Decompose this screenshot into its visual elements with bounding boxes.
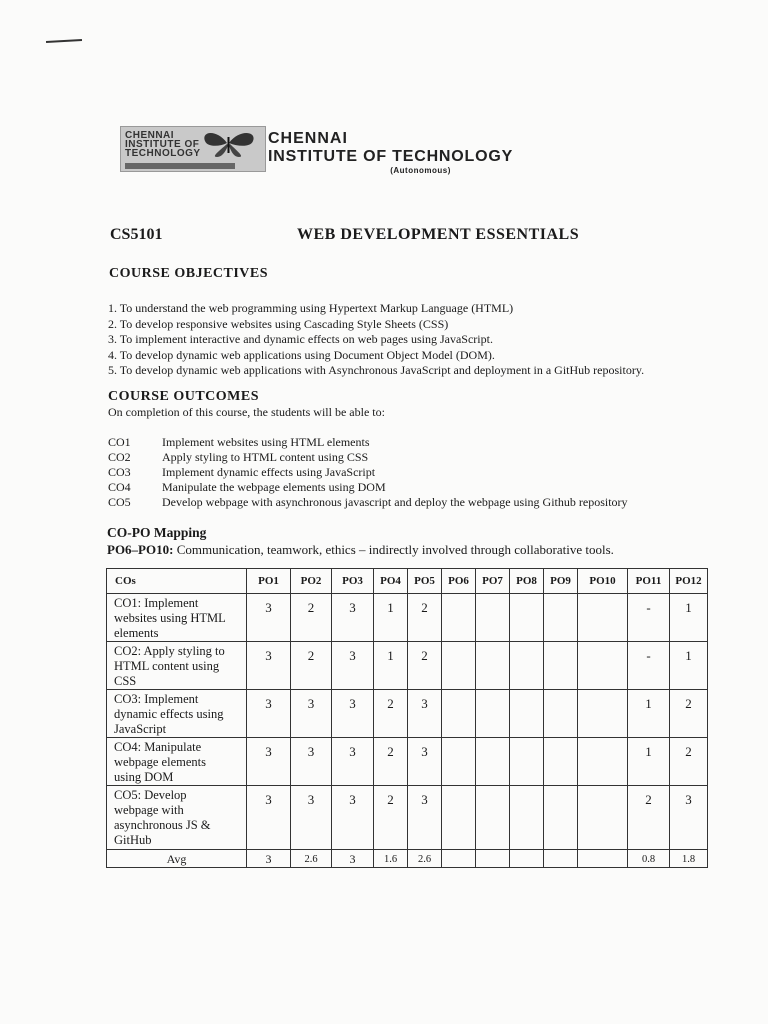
column-header-po7: PO7 (476, 569, 510, 594)
table-cell: 3 (332, 786, 374, 850)
co-name-cell (107, 690, 247, 738)
outcome-code: CO2 (108, 450, 131, 464)
table-cell: 3 (332, 738, 374, 786)
table-cell (510, 738, 544, 786)
table-cell: 2 (670, 690, 708, 738)
table-row (107, 786, 708, 850)
table-cell: 1 (670, 594, 708, 642)
table-cell: 2 (374, 786, 408, 850)
table-cell (578, 786, 628, 850)
mapping-note-text: Communication, teamwork, ethics – indirectly involved through collaborative tools. (173, 542, 614, 557)
objective-item: 1. To understand the web programming using Hypertext Markup Language (HTML) (108, 301, 514, 315)
avg-cell: 2.6 (291, 850, 332, 868)
column-header-cos: COs (107, 569, 247, 594)
co-name-line: CO1: Implement (114, 596, 199, 610)
outcome-item (108, 465, 628, 480)
table-cell: 3 (247, 690, 291, 738)
objective-item: 4. To develop dynamic web applications using Document Object Model (DOM). (108, 347, 495, 362)
table-cell: - (628, 594, 670, 642)
co-name-line: HTML content using (114, 659, 220, 673)
co-name-line: dynamic effects using (114, 707, 224, 721)
co-name-line: GitHub (114, 833, 152, 847)
table-cell (442, 738, 476, 786)
outcomes-intro: On completion of this course, the students will be able to: (108, 405, 385, 419)
table-cell (442, 594, 476, 642)
avg-cell: 1.8 (670, 850, 708, 868)
table-cell: 3 (670, 786, 708, 850)
avg-cell (510, 850, 544, 868)
table-row (107, 642, 708, 690)
co-name-line: JavaScript (114, 722, 167, 736)
institute-name-line-1: CHENNAI (268, 130, 348, 147)
table-cell: 1 (628, 690, 670, 738)
table-cell (476, 738, 510, 786)
pen-mark (46, 39, 82, 43)
avg-row (107, 850, 708, 868)
table-cell: 2 (670, 738, 708, 786)
table-cell: 3 (332, 690, 374, 738)
table-cell (476, 642, 510, 690)
co-name-cell (107, 642, 247, 690)
outcome-text: Apply styling to HTML content using CSS (162, 450, 369, 464)
table-cell: 3 (247, 642, 291, 690)
table-cell (476, 690, 510, 738)
co-name-line: webpage with (114, 803, 184, 817)
table-cell (578, 738, 628, 786)
table-cell (476, 786, 510, 850)
table-cell: 3 (408, 786, 442, 850)
table-cell: 3 (332, 594, 374, 642)
avg-cell: 1.6 (374, 850, 408, 868)
mapping-note (107, 542, 614, 558)
table-row (107, 594, 708, 642)
table-cell: 2 (291, 642, 332, 690)
butterfly-icon (197, 129, 261, 159)
co-name-line: CO4: Manipulate (114, 740, 202, 754)
institute-autonomous: (Autonomous) (390, 166, 451, 175)
column-header-po4: PO4 (374, 569, 408, 594)
objective-item: 5. To develop dynamic web applications with Asynchronous JavaScript and deployment in a GitHub repository. (108, 363, 645, 377)
co-name-cell (107, 738, 247, 786)
course-code: CS5101 (110, 226, 163, 243)
column-header-po6: PO6 (442, 569, 476, 594)
table-header-row (107, 569, 708, 594)
table-cell: 1 (628, 738, 670, 786)
outcome-code: CO3 (108, 465, 131, 479)
objectives-heading: COURSE OBJECTIVES (109, 266, 269, 281)
table-cell (442, 786, 476, 850)
outcomes-heading: COURSE OUTCOMES (108, 389, 260, 404)
outcome-code: CO5 (108, 495, 131, 509)
table-cell (544, 786, 578, 850)
outcome-item (108, 495, 628, 510)
table-cell (510, 594, 544, 642)
objectives-list (108, 301, 644, 379)
table-cell (544, 738, 578, 786)
logo-line-2: INSTITUTE OF (125, 139, 200, 150)
co-name-line: CO2: Apply styling to (114, 644, 225, 658)
table-cell (510, 690, 544, 738)
mapping-heading: CO-PO Mapping (107, 525, 207, 540)
mapping-note-label: PO6–PO10: (107, 542, 174, 557)
column-header-po12: PO12 (670, 569, 708, 594)
co-name-line: asynchronous JS & (114, 818, 211, 832)
avg-cell (544, 850, 578, 868)
table-cell: 3 (247, 594, 291, 642)
table-row (107, 690, 708, 738)
table-cell (510, 786, 544, 850)
avg-label: Avg (107, 850, 247, 868)
table-cell: 1 (670, 642, 708, 690)
table-cell (544, 594, 578, 642)
logo-line-1: CHENNAI (125, 130, 175, 141)
logo-strip (125, 163, 235, 169)
co-po-table (106, 568, 708, 868)
avg-cell: 3 (247, 850, 291, 868)
table-cell: 3 (291, 690, 332, 738)
outcome-item (108, 450, 628, 465)
outcomes-list (108, 435, 628, 510)
column-header-po2: PO2 (291, 569, 332, 594)
table-cell (510, 642, 544, 690)
table-cell (544, 642, 578, 690)
table-cell: 2 (408, 642, 442, 690)
table-cell (476, 594, 510, 642)
outcome-text: Develop webpage with asynchronous javascript and deploy the webpage using Github repository (162, 495, 628, 509)
avg-cell: 0.8 (628, 850, 670, 868)
table-cell (442, 642, 476, 690)
table-cell: 1 (374, 642, 408, 690)
table-cell: 1 (374, 594, 408, 642)
course-title: WEB DEVELOPMENT ESSENTIALS (297, 226, 580, 243)
column-header-po11: PO11 (628, 569, 670, 594)
avg-cell: 3 (332, 850, 374, 868)
table-cell: 2 (628, 786, 670, 850)
co-name-cell (107, 594, 247, 642)
column-header-po1: PO1 (247, 569, 291, 594)
outcome-code: CO4 (108, 480, 131, 494)
co-name-line: CO3: Implement (114, 692, 199, 706)
table-cell: 3 (332, 642, 374, 690)
outcome-item (108, 480, 628, 495)
table-cell (578, 690, 628, 738)
column-header-po5: PO5 (408, 569, 442, 594)
avg-cell (442, 850, 476, 868)
co-name-line: CO5: Develop (114, 788, 187, 802)
table-cell: 3 (291, 786, 332, 850)
table-cell (442, 690, 476, 738)
institute-name-line-2: INSTITUTE OF TECHNOLOGY (268, 148, 514, 165)
table-cell: - (628, 642, 670, 690)
co-name-line: websites using HTML (114, 611, 226, 625)
column-header-po9: PO9 (544, 569, 578, 594)
table-cell: 3 (247, 738, 291, 786)
table-cell (544, 690, 578, 738)
co-name-line: elements (114, 626, 159, 640)
table-cell: 3 (408, 738, 442, 786)
table-cell: 3 (408, 690, 442, 738)
table-cell: 2 (291, 594, 332, 642)
table-cell: 2 (374, 738, 408, 786)
co-name-cell (107, 786, 247, 850)
outcome-text: Manipulate the webpage elements using DOM (162, 480, 386, 494)
logo-line-3: TECHNOLOGY (125, 148, 201, 159)
avg-cell (476, 850, 510, 868)
institute-name (268, 130, 513, 175)
table-cell (578, 642, 628, 690)
outcome-text: Implement websites using HTML elements (162, 435, 370, 449)
column-header-po3: PO3 (332, 569, 374, 594)
table-cell: 3 (247, 786, 291, 850)
outcome-code: CO1 (108, 435, 131, 449)
table-row (107, 738, 708, 786)
objective-item: 2. To develop responsive websites using Cascading Style Sheets (CSS) (108, 316, 449, 331)
outcome-text: Implement dynamic effects using JavaScript (162, 465, 376, 479)
column-header-po8: PO8 (510, 569, 544, 594)
table-cell: 3 (291, 738, 332, 786)
avg-cell (578, 850, 628, 868)
co-name-line: webpage elements (114, 755, 206, 769)
co-name-line: using DOM (114, 770, 174, 784)
co-name-line: CSS (114, 674, 137, 688)
column-header-po10: PO10 (578, 569, 628, 594)
table-cell: 2 (374, 690, 408, 738)
avg-cell: 2.6 (408, 850, 442, 868)
table-cell (578, 594, 628, 642)
institute-logo (120, 126, 266, 172)
table-cell: 2 (408, 594, 442, 642)
outcome-item (108, 435, 628, 450)
objective-item: 3. To implement interactive and dynamic effects on web pages using JavaScript. (108, 332, 493, 346)
